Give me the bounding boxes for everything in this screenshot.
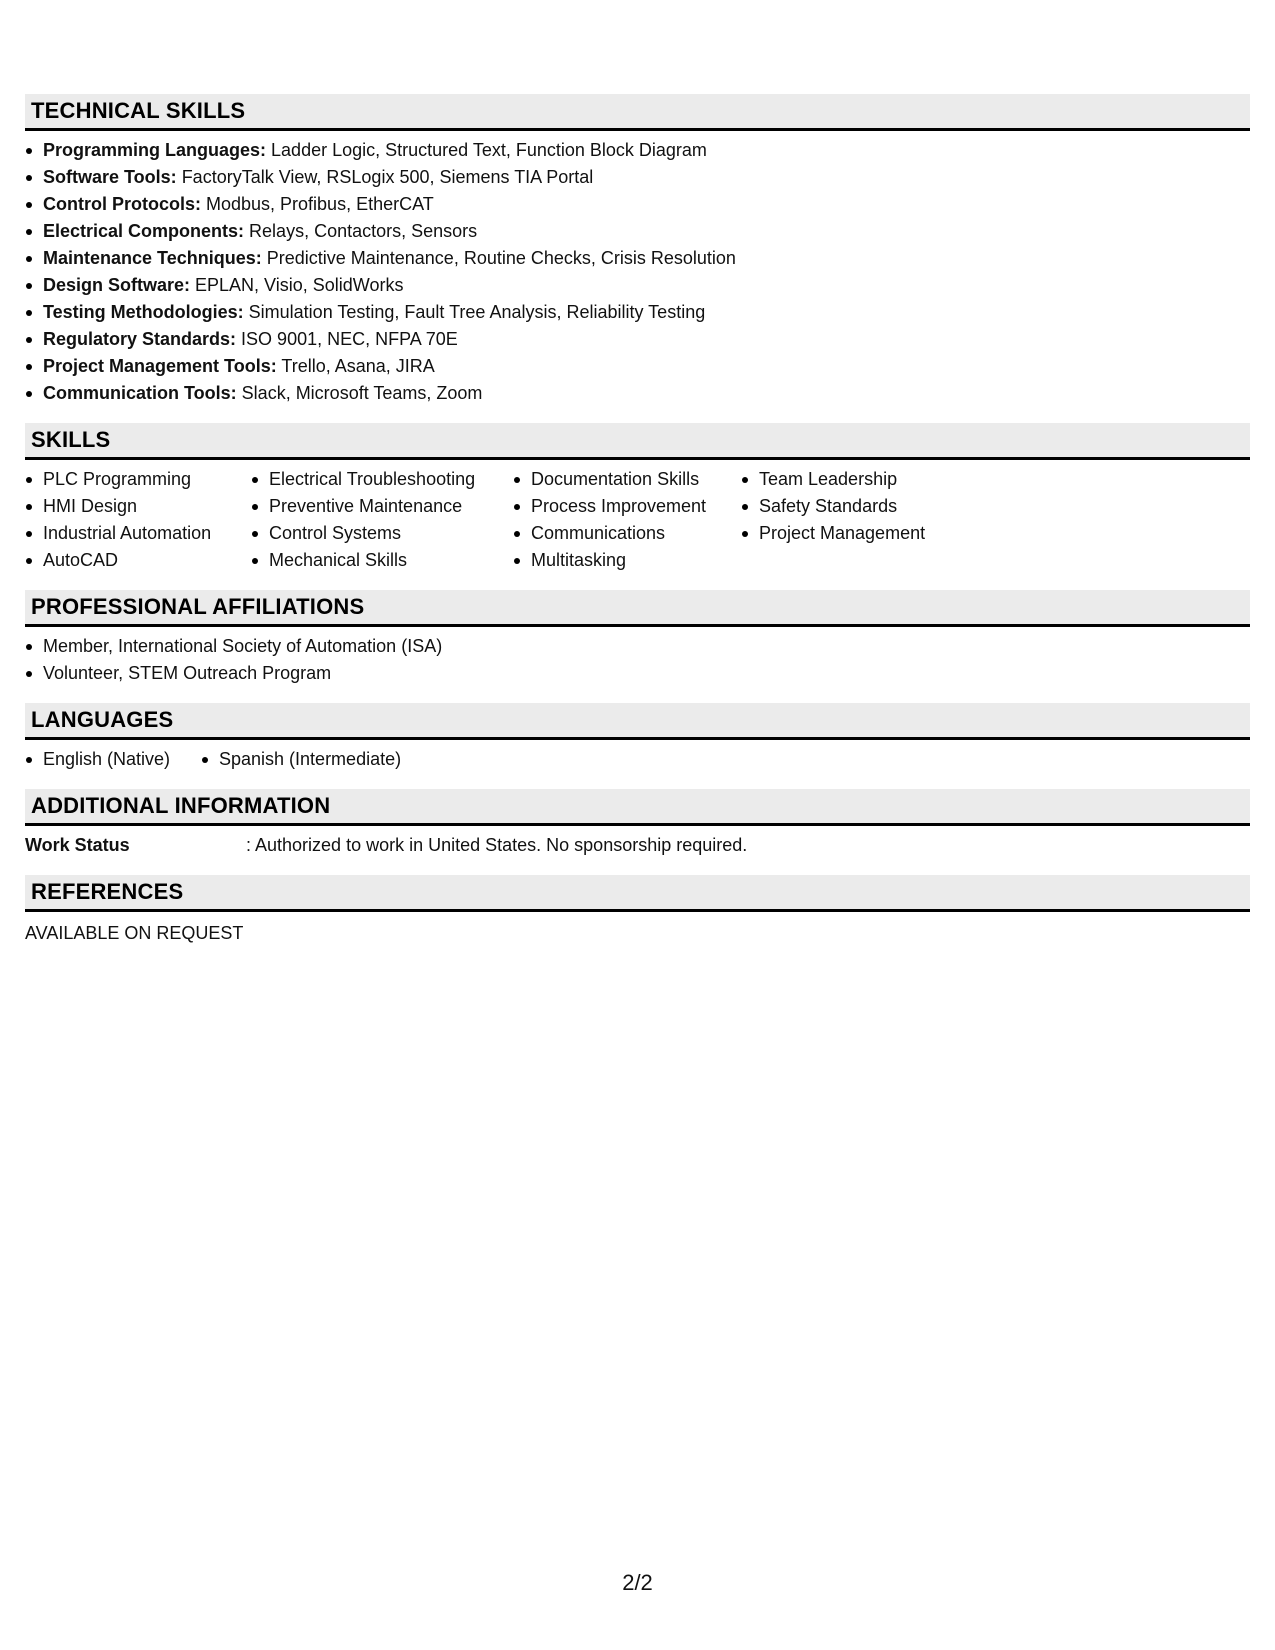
list-item: Control Protocols: Modbus, Profibus, EtherCAT [25,191,1250,218]
list-item: Communications [513,520,741,547]
list-item: Communication Tools: Slack, Microsoft Teams, Zoom [25,380,1250,407]
additional-info-heading: ADDITIONAL INFORMATION [25,789,1250,826]
list-item: English (Native) [25,746,201,773]
affiliations-heading: PROFESSIONAL AFFILIATIONS [25,590,1250,627]
references-section [25,875,1250,947]
affiliations-section [25,590,1250,687]
resume-page [25,94,1250,963]
list-item: AutoCAD [25,547,251,574]
languages-heading: LANGUAGES [25,703,1250,740]
skills-heading: SKILLS [25,423,1250,460]
list-item: Maintenance Techniques: Predictive Maintenance, Routine Checks, Crisis Resolution [25,245,1250,272]
list-item: Project Management Tools: Trello, Asana, JIRA [25,353,1250,380]
technical-skills-section [25,94,1250,407]
references-heading: REFERENCES [25,875,1250,912]
work-status-value: : Authorized to work in United States. No sponsorship required. [246,835,748,855]
list-item: HMI Design [25,493,251,520]
skills-column-2 [251,466,513,574]
languages-column-2 [201,746,501,773]
list-item: Electrical Troubleshooting [251,466,513,493]
list-item: Spanish (Intermediate) [201,746,501,773]
languages-list [25,746,1250,773]
list-item: Electrical Components: Relays, Contactors, Sensors [25,218,1250,245]
skills-section [25,423,1250,574]
list-item: Member, International Society of Automation (ISA) [25,633,1250,660]
list-item: Safety Standards [741,493,1001,520]
languages-section [25,703,1250,773]
list-item: Project Management [741,520,1001,547]
additional-info-section [25,789,1250,859]
languages-column-1 [25,746,201,773]
list-item: Documentation Skills [513,466,741,493]
list-item: Team Leadership [741,466,1001,493]
list-item: Volunteer, STEM Outreach Program [25,660,1250,687]
list-item: Multitasking [513,547,741,574]
list-item: Preventive Maintenance [251,493,513,520]
skills-column-1 [25,466,251,574]
skills-grid [25,466,1250,574]
references-text: AVAILABLE ON REQUEST [25,923,244,943]
list-item: PLC Programming [25,466,251,493]
list-item: Regulatory Standards: ISO 9001, NEC, NFPA 70E [25,326,1250,353]
list-item: Testing Methodologies: Simulation Testing, Fault Tree Analysis, Reliability Testing [25,299,1250,326]
list-item: Programming Languages: Ladder Logic, Structured Text, Function Block Diagram [25,137,1250,164]
list-item: Mechanical Skills [251,547,513,574]
skills-column-3 [513,466,741,574]
work-status-label: Work Status [25,835,130,855]
list-item: Process Improvement [513,493,741,520]
page-number: 2/2 [622,1570,653,1595]
technical-skills-heading: TECHNICAL SKILLS [25,94,1250,131]
technical-skills-list [25,137,1250,407]
list-item: Design Software: EPLAN, Visio, SolidWorks [25,272,1250,299]
skills-column-4 [741,466,1001,574]
list-item: Software Tools: FactoryTalk View, RSLogix 500, Siemens TIA Portal [25,164,1250,191]
affiliations-list [25,633,1250,687]
list-item: Industrial Automation [25,520,251,547]
work-status-row [25,832,1250,859]
list-item: Control Systems [251,520,513,547]
